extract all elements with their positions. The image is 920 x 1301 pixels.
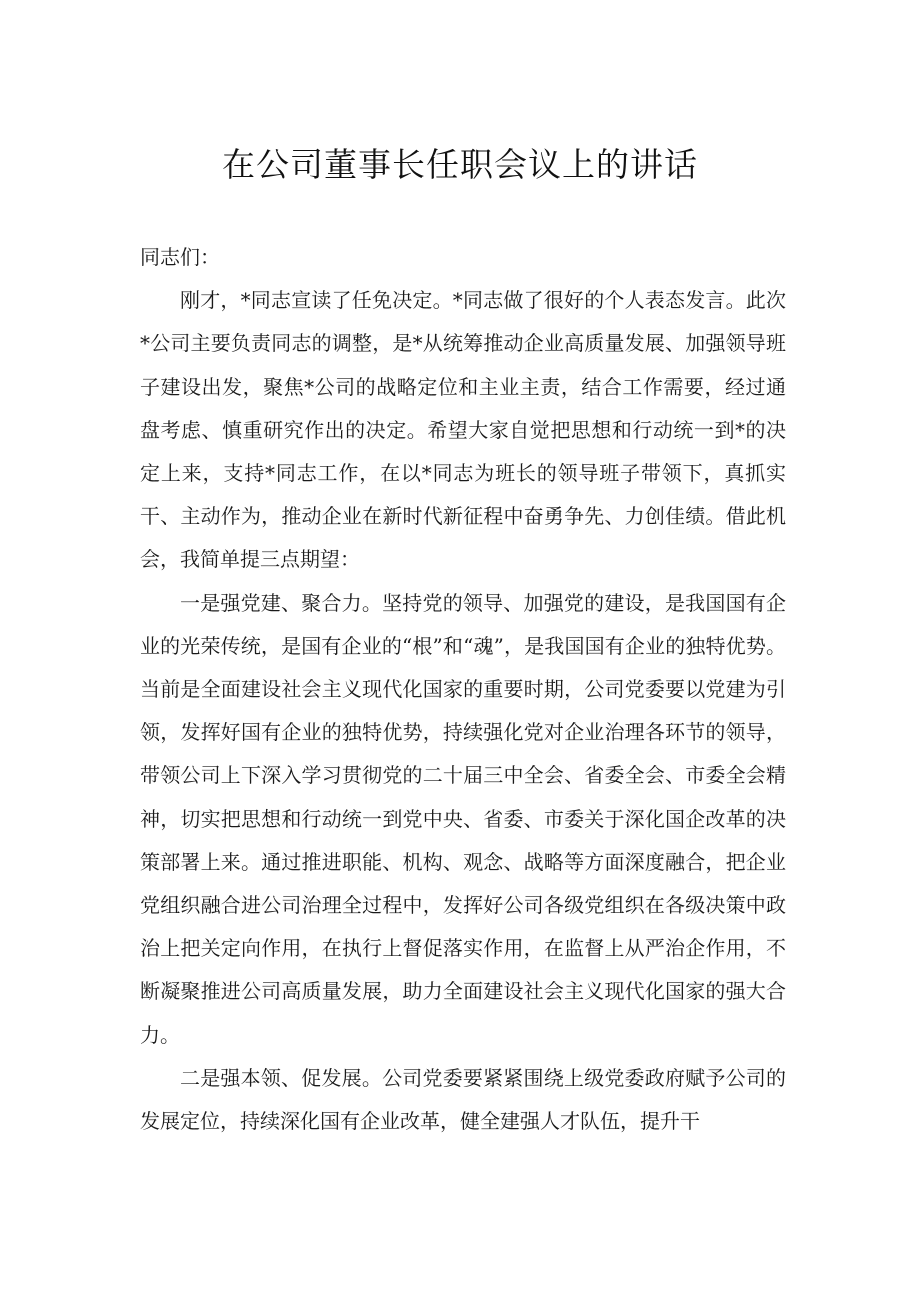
paragraph-intro: 刚才，*同志宣读了任免决定。*同志做了很好的个人表态发言。此次*公司主要负责同志的调整，是*从统筹推动企业高质量发展、加强领导班子建设出发，聚焦*公司的战略定位和主业主责，结合工作需要，经过通盘考虑、慎重研究作出的决定。希望大家自觉把思想和行动统一到*的决定上来，支持*同志工作，在以*同志为班长的领导班子带领下，真抓实干、主动作为，推动企业在新时代新征程中奋勇争先、力创佳绩。借此机会，我简单提三点期望：: [140, 288, 786, 572]
salutation: 同志们：: [140, 245, 220, 269]
document-body: [140, 236, 786, 1143]
paragraph-party-building: 一是强党建、聚合力。坚持党的领导、加强党的建设，是我国国有企业的光荣传统，是国有企业的“根”和“魂”，是我国国有企业的独特优势。当前是全面建设社会主义现代化国家的重要时期，公司党委要以党建为引领，发挥好国有企业的独特优势，持续强化党对企业治理各环节的领导，带领公司上下深入学习贯彻党的二十届三中全会、省委全会、市委全会精神，切实把思想和行动统一到党中央、省委、市委关于深化国企改革的决策部署上来。通过推进职能、机构、观念、战略等方面深度融合，把企业党组织融合进公司治理全过程中，发挥好公司各级党组织在各级决策中政治上把关定向作用，在执行上督促落实作用，在监督上从严治企作用，不断凝聚推进公司高质量发展，助力全面建设社会主义现代化国家的强大合力。: [140, 590, 786, 1047]
paragraph-development: 二是强本领、促发展。公司党委要紧紧围绕上级党委政府赋予公司的发展定位，持续深化国有企业改革，健全建强人才队伍，提升干: [140, 1065, 786, 1134]
document-title: 在公司董事长任职会议上的讲话: [222, 145, 698, 184]
